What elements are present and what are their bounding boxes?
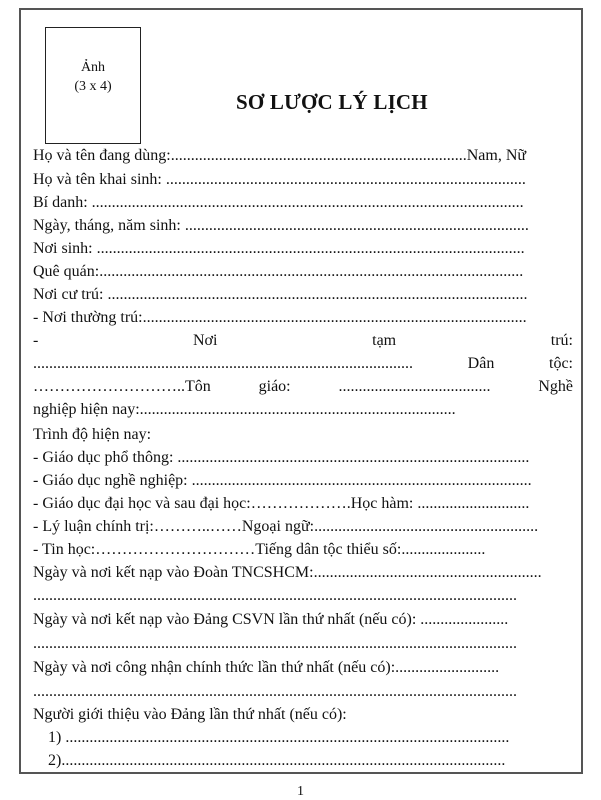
field-general-education: - Giáo dục phổ thông: ........................................................................................ bbox=[33, 449, 530, 466]
field-official-recognition: Ngày và nơi công nhận chính thức lần thứ nhất (nếu có):.......................... bbox=[33, 659, 500, 676]
field-vocational-education: - Giáo dục nghề nghiệp: ..................................................................................... bbox=[33, 472, 532, 489]
field-alias: Bí danh: ............................................................................................................ bbox=[33, 194, 524, 211]
field-party-introducers: Người giới thiệu vào Đảng lần thứ nhất (nếu có): bbox=[33, 706, 347, 723]
field-youth-union-admission: Ngày và nơi kết nạp vào Đoàn TNCSHCM:......................................................... bbox=[33, 564, 542, 581]
field-current-name: Họ và tên đang dùng:..........................................................................Nam, Nữ bbox=[33, 147, 527, 164]
field-birth-name: Họ và tên khai sinh: .......................................................................................... bbox=[33, 171, 526, 188]
field-higher-education: - Giáo dục đại học và sau đại học:……………….Học hàm: ............................ bbox=[33, 495, 530, 512]
field-temporary-residence: - Nơi tạm trú: bbox=[33, 332, 573, 349]
field-party-admission-cont: ......................................................................................................................... bbox=[33, 635, 517, 652]
photo-label: Ảnh bbox=[80, 60, 106, 75]
field-birthplace: Nơi sinh: ........................................................................................................... bbox=[33, 240, 525, 257]
field-residence: Nơi cư trú: ......................................................................................................... bbox=[33, 286, 528, 303]
field-ethnicity: ............................................................................................... Dân tộc: bbox=[33, 355, 573, 372]
form-title: SƠ LƯỢC LÝ LỊCH bbox=[236, 90, 428, 114]
field-hometown: Quê quán:.......................................................................................................... bbox=[33, 263, 524, 280]
field-introducer-2: 2)............................................................................................................... bbox=[48, 752, 506, 769]
field-religion: ………………………..Tôn giáo: ...................................... Nghề bbox=[33, 378, 573, 395]
photo-size: (3 x 4) bbox=[74, 79, 112, 94]
field-occupation: nghiệp hiện nay:............................................................................... bbox=[33, 401, 456, 418]
section-education-heading: Trình độ hiện nay: bbox=[33, 426, 152, 443]
field-youth-union-admission-cont: ......................................................................................................................... bbox=[33, 587, 517, 604]
field-informatics: - Tin học:…………………………Tiếng dân tộc thiểu số:..................... bbox=[33, 541, 486, 558]
field-permanent-residence: - Nơi thường trú:................................................................................................ bbox=[33, 309, 527, 326]
page-number: 1 bbox=[297, 784, 304, 799]
field-party-admission: Ngày và nơi kết nạp vào Đảng CSVN lần thứ nhất (nếu có): ...................... bbox=[33, 611, 509, 628]
field-political-theory: - Lý luận chính trị:………..……Ngoại ngữ:........................................................ bbox=[33, 518, 539, 535]
field-introducer-1: 1) ............................................................................................................... bbox=[48, 729, 510, 746]
field-date-of-birth: Ngày, tháng, năm sinh: ...................................................................................... bbox=[33, 217, 529, 234]
field-official-recognition-cont: ......................................................................................................................... bbox=[33, 683, 517, 700]
photo-placeholder bbox=[45, 27, 141, 144]
